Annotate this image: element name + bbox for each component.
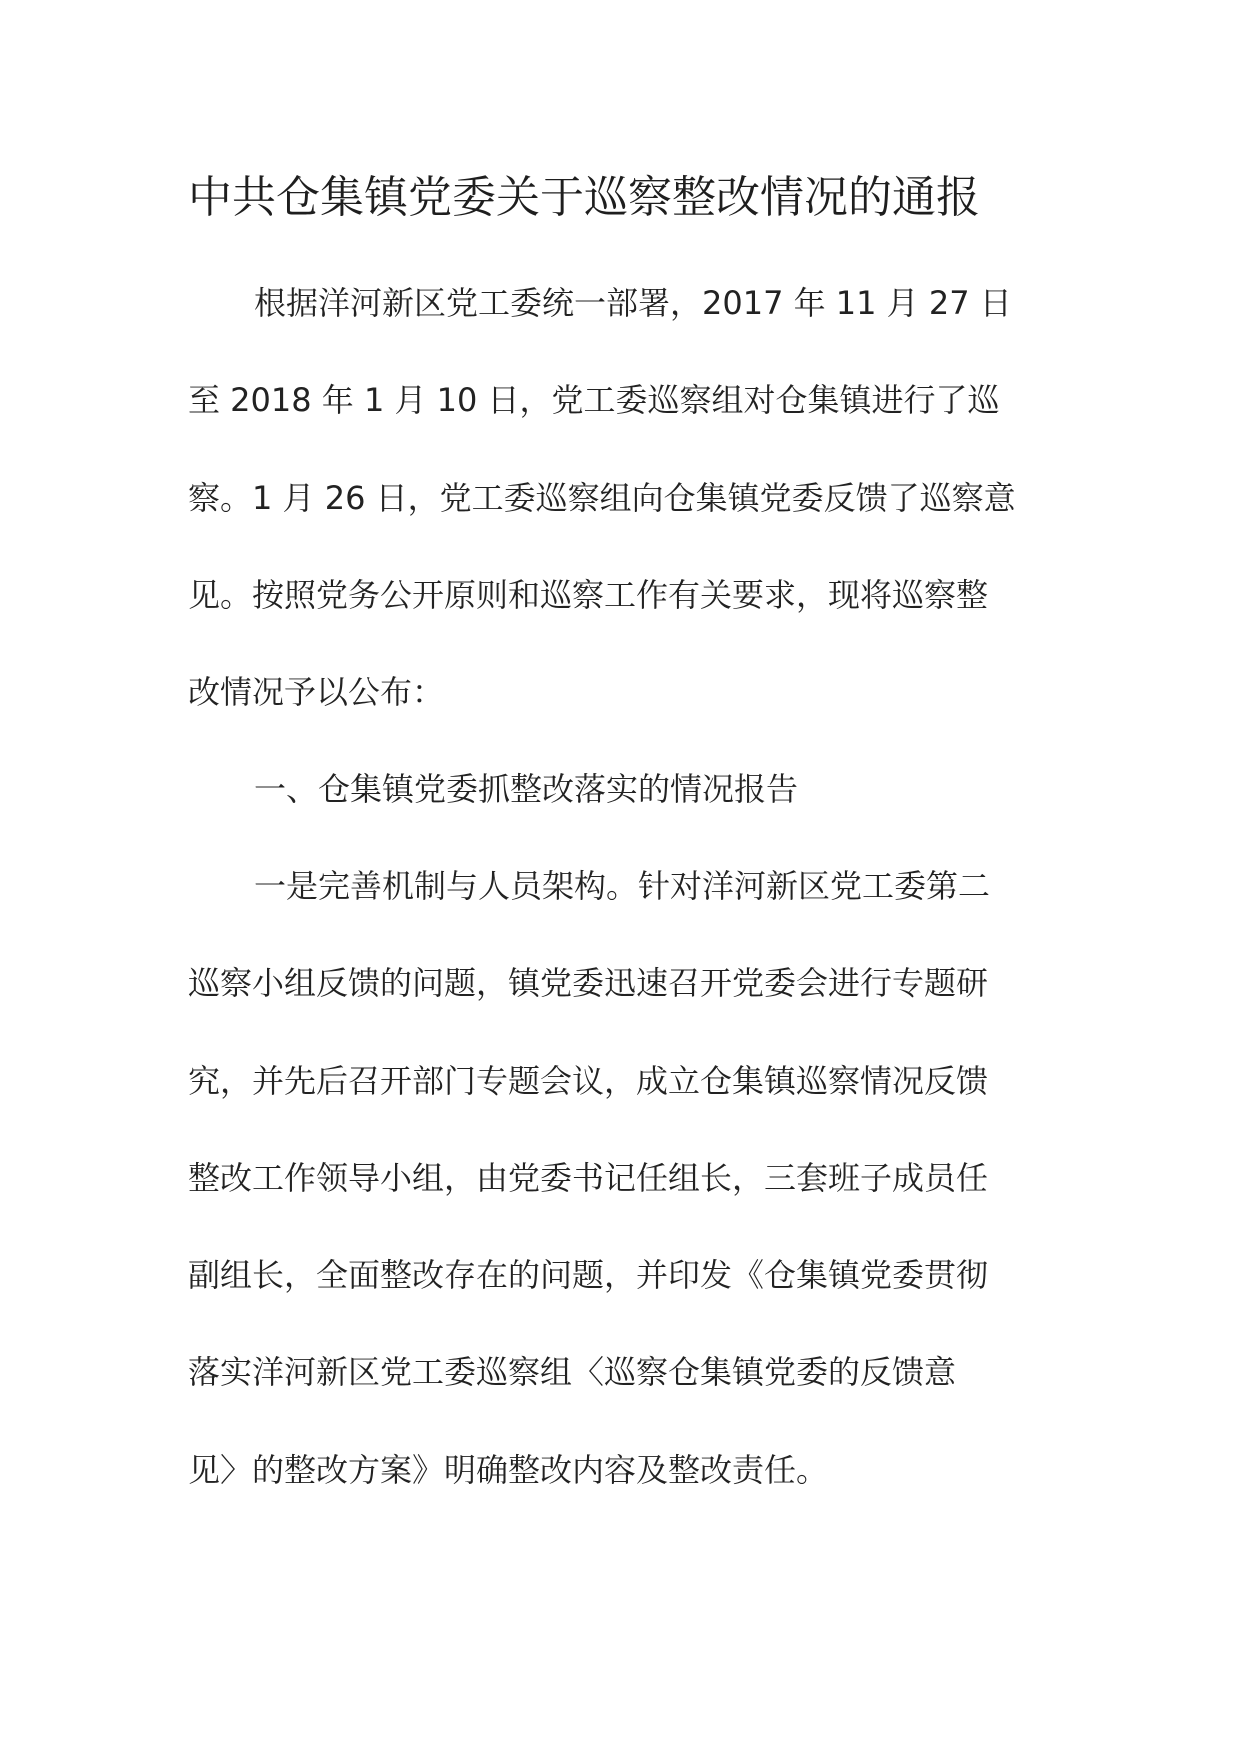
paragraph-line: 一是完善机制与人员架构。针对洋河新区党工委第二 xyxy=(254,867,991,905)
paragraph-line: 察。1 月 26 日，党工委巡察组向仓集镇党委反馈了巡察意 xyxy=(188,478,1016,517)
paragraph-line: 根据洋河新区党工委统一部署，2017 年 11 月 27 日 xyxy=(254,284,1012,322)
paragraph-line: 巡察小组反馈的问题，镇党委迅速召开党委会进行专题研 xyxy=(188,964,989,1003)
paragraph-line: 究，并先后召开部门专题会议，成立仓集镇巡察情况反馈 xyxy=(188,1061,989,1100)
document-title: 中共仓集镇党委关于巡察整改情况的通报 xyxy=(188,172,980,223)
paragraph-line: 见〉的整改方案》明确整改内容及整改责任。 xyxy=(188,1450,829,1489)
section-heading: 一、仓集镇党委抓整改落实的情况报告 xyxy=(254,770,799,808)
mechanism-paragraph xyxy=(188,838,1088,1519)
section-heading-block xyxy=(188,741,1088,838)
paragraph-line: 落实洋河新区党工委巡察组〈巡察仓集镇党委的反馈意 xyxy=(188,1353,957,1392)
paragraph-line: 副组长，全面整改存在的问题，并印发《仓集镇党委贯彻 xyxy=(188,1256,989,1295)
paragraph-line: 见。按照党务公开原则和巡察工作有关要求，现将巡察整 xyxy=(188,575,989,614)
paragraph-line: 改情况予以公布： xyxy=(188,673,445,712)
intro-paragraph xyxy=(188,255,1088,741)
paragraph-line: 整改工作领导小组，由党委书记任组长，三套班子成员任 xyxy=(188,1158,989,1197)
paragraph-line: 至 2018 年 1 月 10 日，党工委巡察组对仓集镇进行了巡 xyxy=(188,381,1000,420)
